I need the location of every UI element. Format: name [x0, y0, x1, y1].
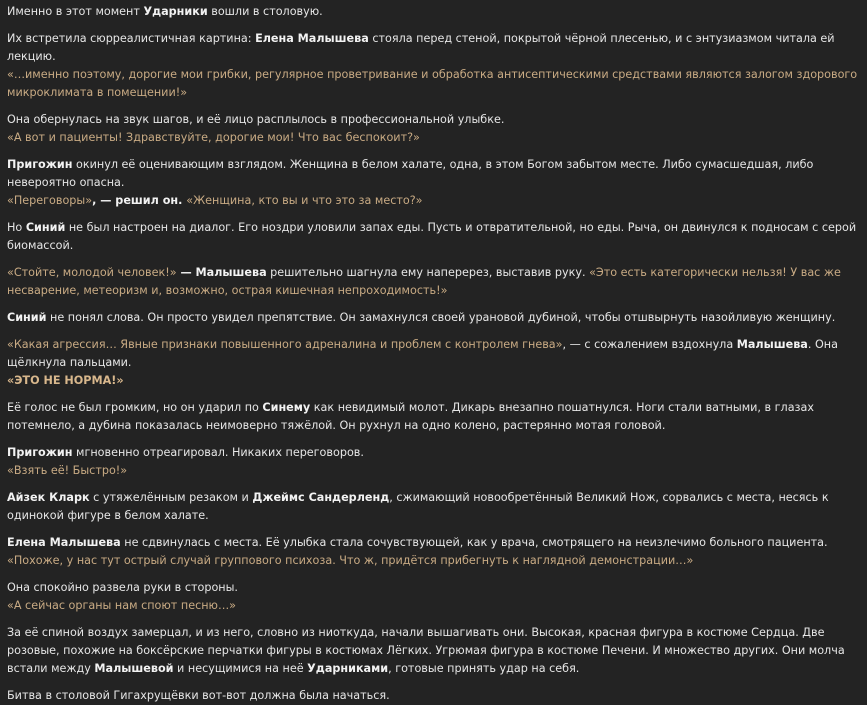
paragraph-line — [7, 552, 861, 570]
narration-text: Она спокойно развела руки в стороны. — [7, 581, 238, 594]
bold-text: Елена Малышева — [7, 536, 121, 549]
quoted-speech: «…именно поэтому, дорогие мои грибки, регулярное проветривание и обработка антисептическими средствами являются залогом здорового микроклимата в помещении!» — [7, 68, 858, 99]
paragraph-line — [7, 444, 861, 462]
story-paragraph — [7, 111, 861, 147]
narration-text: и несущимися на неё — [173, 662, 308, 675]
quoted-speech: «Женщина, кто вы и что это за место?» — [186, 194, 423, 207]
bold-text: Пригожин — [7, 446, 73, 459]
paragraph-line — [7, 462, 861, 480]
narration-text: Её голос не был громким, но он ударил по — [7, 401, 263, 414]
narration-text: , готовые принять удар на себя. — [388, 662, 580, 675]
narration-text: стояла перед стеной, покрытой чёрной плесенью, и с энтузиазмом читала ей лекцию. — [7, 32, 835, 63]
quoted-speech: «Взять её! Быстро!» — [7, 464, 128, 477]
paragraph-line — [7, 66, 861, 102]
paragraph-line — [7, 309, 861, 327]
story-paragraph — [7, 264, 861, 300]
paragraph-line — [7, 489, 861, 525]
bold-text: Джеймс Сандерленд — [252, 491, 390, 504]
narration-text: с утяжелённым резаком и — [89, 491, 253, 504]
paragraph-line — [7, 372, 861, 390]
paragraph-line — [7, 534, 861, 552]
narration-text: Битва в столовой Гигахрущёвки вот-вот должна была начаться. — [7, 689, 390, 702]
shouted-speech: «ЭТО НЕ НОРМА!» — [7, 374, 124, 387]
narration-text: мгновенно отреагировал. Никаких переговоров. — [72, 446, 364, 459]
story-paragraph — [7, 687, 861, 705]
narration-text: За её спиной воздух замерцал, и из него, словно из ниоткуда, начали вышагивать они. Высокая, красная фигура в костюме Сердца. Две розовые, похожие на боксёрские перчатки фигуры в костюмах Лёгких. Угрюмая фигура в костюме Печени. И множество других. Они молча встали между — [7, 626, 845, 675]
bold-text: — Малышева — [176, 266, 267, 279]
story-paragraph — [7, 309, 861, 327]
bold-text: Айзек Кларк — [7, 491, 90, 504]
paragraph-line — [7, 219, 861, 255]
narration-text: , — с сожалением вздохнула — [562, 338, 737, 351]
bold-text: Малышевой — [94, 662, 174, 675]
narration-text: Но — [7, 221, 26, 234]
bold-text: , — решил он. — [92, 194, 187, 207]
paragraph-line — [7, 399, 861, 435]
quoted-speech: «Стойте, молодой человек!» — [7, 266, 177, 279]
paragraph-line — [7, 264, 861, 300]
quoted-speech: «Похоже, у нас тут острый случай группового психоза. Что ж, придётся прибегнуть к наглядной демонстрации…» — [7, 554, 694, 567]
narration-text: вошли в столовую. — [207, 5, 323, 18]
narration-text: не сдвинулась с места. Её улыбка стала сочувствующей, как у врача, смотрящего на неизлечимо больного пациента. — [120, 536, 828, 549]
quoted-speech: «А сейчас органы нам споют песню…» — [7, 599, 236, 612]
paragraph-line — [7, 579, 861, 597]
paragraph-line — [7, 156, 861, 192]
narration-text: не был настроен на диалог. Его ноздри уловили запах еды. Пусть и отвратительной, но еды. Рыча, он двинулся к подносам с серой биомассой. — [7, 221, 857, 252]
story-paragraph — [7, 444, 861, 480]
paragraph-line — [7, 3, 861, 21]
bold-text: Синий — [7, 311, 47, 324]
story-paragraph — [7, 489, 861, 525]
quoted-speech: «Переговоры» — [7, 194, 93, 207]
story-paragraph — [7, 3, 861, 21]
bold-text: Ударниками — [307, 662, 389, 675]
story-paragraph — [7, 624, 861, 678]
narration-text: Именно в этот момент — [7, 5, 144, 18]
narration-text: , сжимающий новообретённый Великий Нож, сорвались с места, несясь к одинокой фигуре в белом халате. — [7, 491, 829, 522]
narration-text: Она обернулась на звук шагов, и её лицо расплылось в профессиональной улыбке. — [7, 113, 505, 126]
paragraph-line — [7, 624, 861, 678]
quoted-speech: «Какая агрессия… Явные признаки повышенного адреналина и проблем с контролем гнева» — [7, 338, 563, 351]
paragraph-line — [7, 192, 861, 210]
paragraph-line — [7, 687, 861, 705]
paragraph-line — [7, 129, 861, 147]
narration-text: окинул её оценивающим взглядом. Женщина в белом халате, одна, в этом Богом забытом месте. Либо сумасшедшая, либо невероятно опасна. — [7, 158, 814, 189]
quoted-speech: «А вот и пациенты! Здравствуйте, дорогие мои! Что вас беспокоит?» — [7, 131, 420, 144]
paragraph-line — [7, 30, 861, 66]
bold-text: Малышева — [736, 338, 808, 351]
paragraph-line — [7, 111, 861, 129]
story-paragraph — [7, 30, 861, 102]
story-paragraph — [7, 579, 861, 615]
story-paragraph — [7, 156, 861, 210]
narration-text: . Она щёлкнула пальцами. — [7, 338, 838, 369]
bold-text: Елена Малышева — [255, 32, 369, 45]
story-paragraph — [7, 219, 861, 255]
paragraph-line — [7, 336, 861, 372]
narration-text: как невидимый молот. Дикарь внезапно пошатнулся. Ноги стали ватными, в глазах потемнело, а дубина показалась неимоверно тяжёлой. Он рухнул на одно колено, растерянно мотая головой. — [7, 401, 814, 432]
narration-text: Их встретила сюрреалистичная картина: — [7, 32, 256, 45]
bold-text: Пригожин — [7, 158, 73, 171]
story-paragraph — [7, 534, 861, 570]
story-paragraph — [7, 336, 861, 390]
narration-text: решительно шагнула ему наперерез, выставив руку. — [266, 266, 590, 279]
paragraph-line — [7, 597, 861, 615]
quoted-speech: «Это есть категорически нельзя! У вас же несварение, метеоризм и, возможно, острая кишечная непроходимость!» — [7, 266, 841, 297]
story-paragraph — [7, 399, 861, 435]
narration-text: не понял слова. Он просто увидел препятствие. Он замахнулся своей урановой дубиной, чтобы отшвырнуть назойливую женщину. — [46, 311, 836, 324]
bold-text: Синий — [25, 221, 66, 234]
bold-text: Ударники — [143, 5, 208, 18]
bold-text: Синему — [262, 401, 311, 414]
